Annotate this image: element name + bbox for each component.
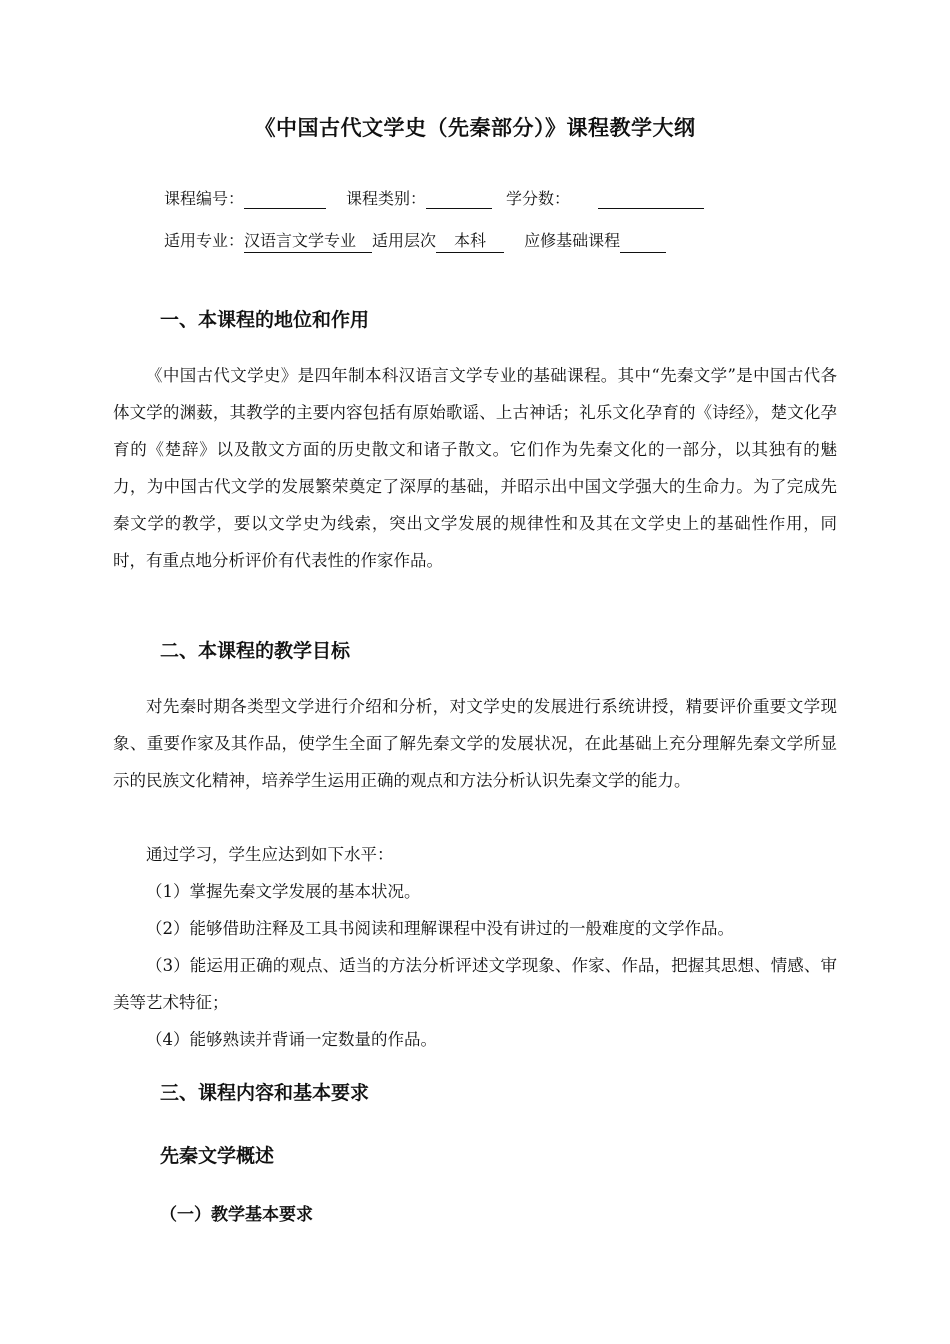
section-1-heading: 一、本课程的地位和作用 [160,309,370,331]
credits-blank [598,190,704,209]
prereq-blank [620,234,666,253]
document-title: 《中国古代文学史（先秦部分）》课程教学大纲 [254,116,696,140]
meta-line-2 [164,228,666,253]
level-label: 适用层次 [372,231,437,250]
section-3-subsubheading: （一）教学基本要求 [160,1205,313,1225]
major-label: 适用专业： [164,231,245,250]
section-2-intro: 通过学习，学生应达到如下水平： [146,845,394,864]
section-2-paragraph: 对先秦时期各类型文学进行介绍和分析，对文学史的发展进行系统讲授，精要评价重要文学现象、重要作家及其作品，使学生全面了解先秦文学的发展状况，在此基础上充分理解先秦文学所显示的民族文化精神，培养学生运用正确的观点和方法分析认识先秦文学的能力。 [113,697,837,790]
prereq-label: 应修基础课程 [524,231,621,250]
course-code-blank [244,190,326,209]
objective-item-3: （3）能运用正确的观点、适当的方法分析评述文学现象、作家、作品，把握其思想、情感、审美等艺术特征； [113,956,837,1012]
course-code-label: 课程编号： [164,189,245,208]
objective-item-1: （1）掌握先秦文学发展的基本状况。 [146,882,421,901]
course-type-label: 课程类别： [346,189,427,208]
major-value: 汉语言文学专业 [244,228,372,253]
level-value: 本科 [436,228,504,253]
credits-label: 学分数： [506,189,571,208]
course-type-blank [426,190,492,209]
section-3-heading: 三、课程内容和基本要求 [160,1082,370,1104]
meta-line-1 [164,186,704,209]
section-2-heading: 二、本课程的教学目标 [160,640,351,662]
section-1-paragraph: 《中国古代文学史》是四年制本科汉语言文学专业的基础课程。其中“先秦文学”是中国古代各体文学的渊薮，其教学的主要内容包括有原始歌谣、上古神话；礼乐文化孕育的《诗经》，楚文化孕育的《楚辞》以及散文方面的历史散文和诸子散文。它们作为先秦文化的一部分，以其独有的魅力，为中国古代文学的发展繁荣奠定了深厚的基础，并昭示出中国文学强大的生命力。为了完成先秦文学的教学，要以文学史为线索，突出文学发展的规律性和及其在文学史上的基础性作用，同时，有重点地分析评价有代表性的作家作品。 [113,366,837,570]
objective-item-4: （4）能够熟读并背诵一定数量的作品。 [146,1030,437,1049]
objective-item-2: （2）能够借助注释及工具书阅读和理解课程中没有讲过的一般难度的文学作品。 [146,919,734,938]
section-3-subheading: 先秦文学概述 [160,1145,275,1167]
